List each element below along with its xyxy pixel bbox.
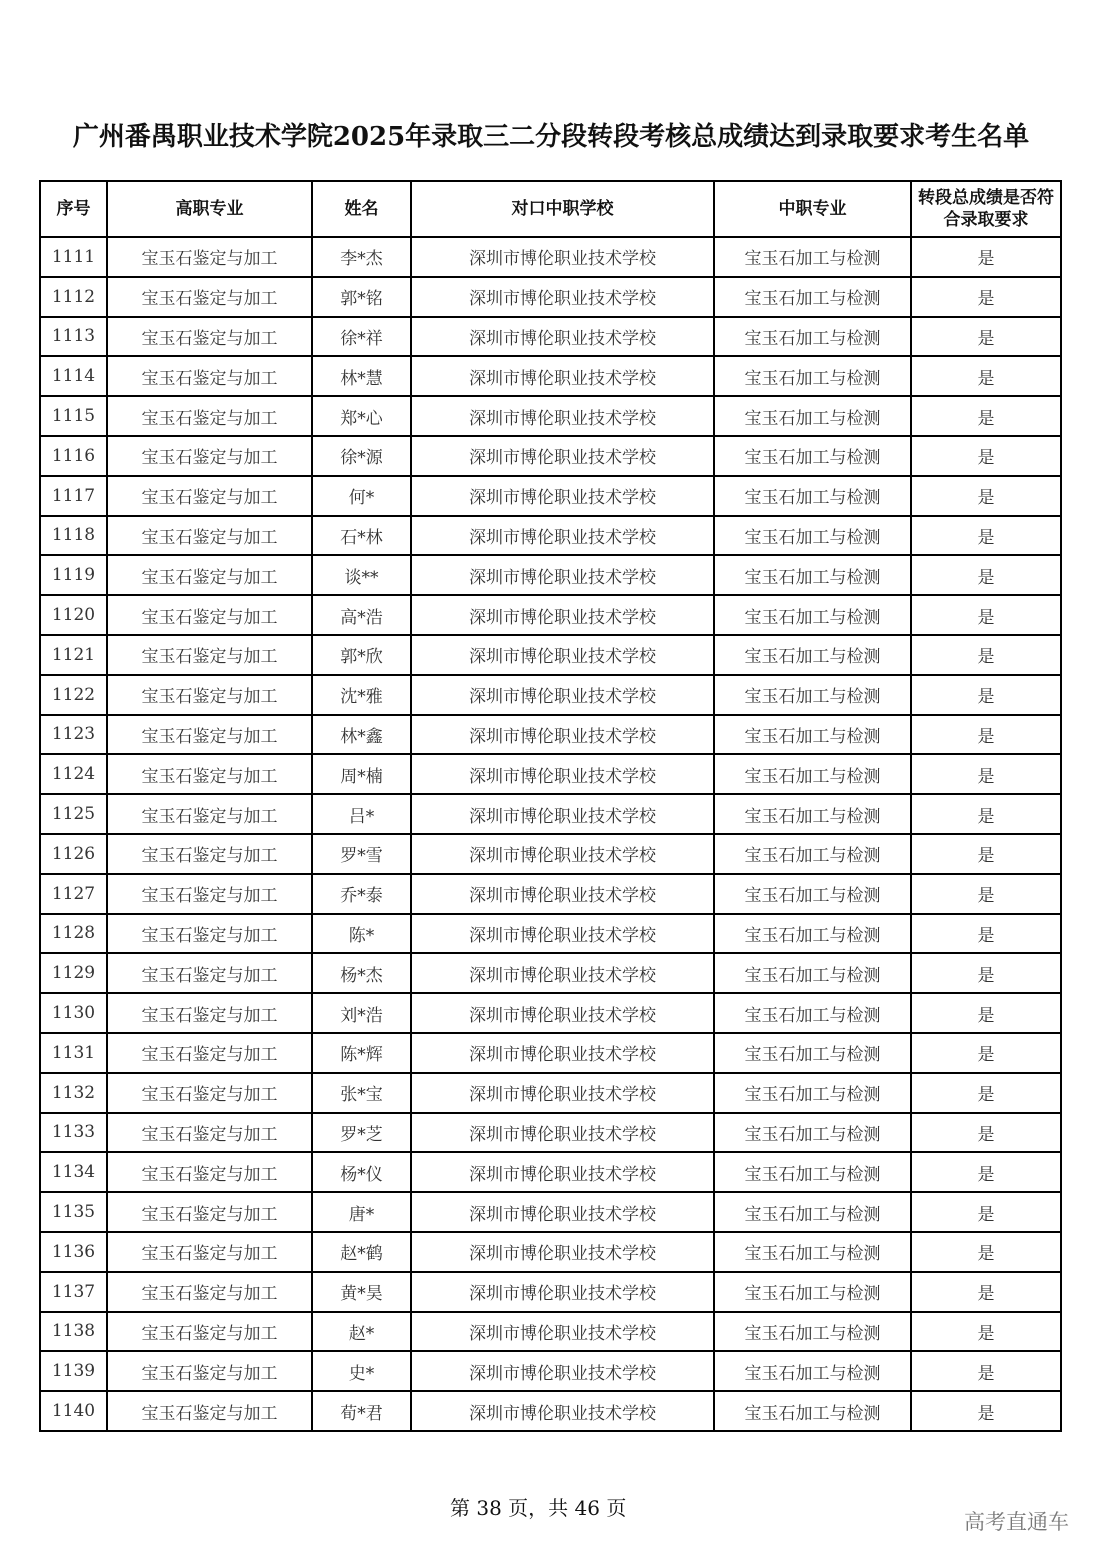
cell-college-major: 宝玉石鉴定与加工: [107, 1232, 312, 1272]
cell-name: 石*林: [312, 516, 411, 556]
header-name: 姓名: [312, 181, 411, 237]
cell-seq: 1114: [40, 356, 107, 396]
table-header-row: [40, 181, 1061, 237]
table-row: [40, 1351, 1061, 1391]
cell-qualified: 是: [911, 516, 1061, 556]
page-indicator: 第 38 页，共 46 页: [450, 1496, 627, 1520]
cell-school: 深圳市博伦职业技术学校: [411, 237, 714, 277]
cell-seq: 1115: [40, 396, 107, 436]
cell-qualified: 是: [911, 1033, 1061, 1073]
cell-college-major: 宝玉石鉴定与加工: [107, 1312, 312, 1352]
header-seq: 序号: [40, 181, 107, 237]
cell-school: 深圳市博伦职业技术学校: [411, 1033, 714, 1073]
table-row: [40, 277, 1061, 317]
cell-secondary-major: 宝玉石加工与检测: [714, 1232, 911, 1272]
table-row: [40, 1033, 1061, 1073]
cell-secondary-major: 宝玉石加工与检测: [714, 993, 911, 1033]
cell-secondary-major: 宝玉石加工与检测: [714, 635, 911, 675]
table-row: [40, 754, 1061, 794]
cell-name: 徐*源: [312, 436, 411, 476]
cell-school: 深圳市博伦职业技术学校: [411, 874, 714, 914]
header-college-major: 高职专业: [107, 181, 312, 237]
cell-college-major: 宝玉石鉴定与加工: [107, 237, 312, 277]
cell-qualified: 是: [911, 595, 1061, 635]
cell-college-major: 宝玉石鉴定与加工: [107, 356, 312, 396]
cell-college-major: 宝玉石鉴定与加工: [107, 1152, 312, 1192]
cell-secondary-major: 宝玉石加工与检测: [714, 874, 911, 914]
cell-school: 深圳市博伦职业技术学校: [411, 396, 714, 436]
table-body: [40, 237, 1061, 1431]
cell-secondary-major: 宝玉石加工与检测: [714, 1312, 911, 1352]
table-row: [40, 635, 1061, 675]
cell-college-major: 宝玉石鉴定与加工: [107, 277, 312, 317]
cell-college-major: 宝玉石鉴定与加工: [107, 754, 312, 794]
cell-school: 深圳市博伦职业技术学校: [411, 1152, 714, 1192]
cell-seq: 1138: [40, 1312, 107, 1352]
cell-seq: 1119: [40, 555, 107, 595]
cell-qualified: 是: [911, 675, 1061, 715]
header-secondary-major: 中职专业: [714, 181, 911, 237]
cell-secondary-major: 宝玉石加工与检测: [714, 516, 911, 556]
cell-school: 深圳市博伦职业技术学校: [411, 754, 714, 794]
cell-school: 深圳市博伦职业技术学校: [411, 794, 714, 834]
cell-seq: 1117: [40, 476, 107, 516]
cell-name: 赵*鹤: [312, 1232, 411, 1272]
cell-qualified: 是: [911, 1192, 1061, 1232]
cell-school: 深圳市博伦职业技术学校: [411, 1312, 714, 1352]
cell-qualified: 是: [911, 1312, 1061, 1352]
cell-seq: 1113: [40, 317, 107, 357]
cell-qualified: 是: [911, 396, 1061, 436]
cell-college-major: 宝玉石鉴定与加工: [107, 675, 312, 715]
cell-secondary-major: 宝玉石加工与检测: [714, 754, 911, 794]
cell-name: 林*鑫: [312, 715, 411, 755]
cell-qualified: 是: [911, 794, 1061, 834]
cell-seq: 1131: [40, 1033, 107, 1073]
cell-name: 杨*仪: [312, 1152, 411, 1192]
cell-school: 深圳市博伦职业技术学校: [411, 1232, 714, 1272]
cell-name: 杨*杰: [312, 953, 411, 993]
cell-name: 赵*: [312, 1312, 411, 1352]
cell-name: 唐*: [312, 1192, 411, 1232]
cell-seq: 1116: [40, 436, 107, 476]
cell-name: 罗*芝: [312, 1113, 411, 1153]
cell-college-major: 宝玉石鉴定与加工: [107, 317, 312, 357]
cell-college-major: 宝玉石鉴定与加工: [107, 993, 312, 1033]
cell-seq: 1127: [40, 874, 107, 914]
cell-school: 深圳市博伦职业技术学校: [411, 635, 714, 675]
cell-secondary-major: 宝玉石加工与检测: [714, 1272, 911, 1312]
cell-secondary-major: 宝玉石加工与检测: [714, 715, 911, 755]
admission-roster-table: [39, 180, 1062, 1432]
cell-secondary-major: 宝玉石加工与检测: [714, 277, 911, 317]
cell-seq: 1112: [40, 277, 107, 317]
cell-seq: 1111: [40, 237, 107, 277]
cell-college-major: 宝玉石鉴定与加工: [107, 1192, 312, 1232]
cell-secondary-major: 宝玉石加工与检测: [714, 953, 911, 993]
cell-name: 郑*心: [312, 396, 411, 436]
table-row: [40, 356, 1061, 396]
cell-name: 郭*铭: [312, 277, 411, 317]
cell-qualified: 是: [911, 953, 1061, 993]
cell-secondary-major: 宝玉石加工与检测: [714, 1033, 911, 1073]
table-row: [40, 834, 1061, 874]
cell-qualified: 是: [911, 436, 1061, 476]
table-row: [40, 993, 1061, 1033]
cell-secondary-major: 宝玉石加工与检测: [714, 1113, 911, 1153]
cell-qualified: 是: [911, 1391, 1061, 1431]
cell-qualified: 是: [911, 635, 1061, 675]
cell-name: 李*杰: [312, 237, 411, 277]
cell-school: 深圳市博伦职业技术学校: [411, 516, 714, 556]
cell-qualified: 是: [911, 1113, 1061, 1153]
cell-school: 深圳市博伦职业技术学校: [411, 436, 714, 476]
table-row: [40, 794, 1061, 834]
table-row: [40, 1192, 1061, 1232]
cell-name: 徐*祥: [312, 317, 411, 357]
cell-seq: 1128: [40, 914, 107, 954]
cell-name: 高*浩: [312, 595, 411, 635]
cell-name: 何*: [312, 476, 411, 516]
cell-name: 郭*欣: [312, 635, 411, 675]
cell-name: 黄*昊: [312, 1272, 411, 1312]
cell-school: 深圳市博伦职业技术学校: [411, 1192, 714, 1232]
cell-secondary-major: 宝玉石加工与检测: [714, 555, 911, 595]
cell-seq: 1137: [40, 1272, 107, 1312]
cell-school: 深圳市博伦职业技术学校: [411, 595, 714, 635]
cell-name: 沈*雅: [312, 675, 411, 715]
table-row: [40, 396, 1061, 436]
cell-seq: 1132: [40, 1073, 107, 1113]
cell-qualified: 是: [911, 277, 1061, 317]
table-row: [40, 237, 1061, 277]
cell-school: 深圳市博伦职业技术学校: [411, 555, 714, 595]
header-school: 对口中职学校: [411, 181, 714, 237]
cell-qualified: 是: [911, 715, 1061, 755]
cell-seq: 1121: [40, 635, 107, 675]
cell-seq: 1130: [40, 993, 107, 1033]
cell-qualified: 是: [911, 914, 1061, 954]
cell-school: 深圳市博伦职业技术学校: [411, 1073, 714, 1113]
cell-school: 深圳市博伦职业技术学校: [411, 993, 714, 1033]
cell-college-major: 宝玉石鉴定与加工: [107, 874, 312, 914]
cell-school: 深圳市博伦职业技术学校: [411, 317, 714, 357]
cell-secondary-major: 宝玉石加工与检测: [714, 595, 911, 635]
cell-college-major: 宝玉石鉴定与加工: [107, 516, 312, 556]
cell-school: 深圳市博伦职业技术学校: [411, 834, 714, 874]
cell-secondary-major: 宝玉石加工与检测: [714, 317, 911, 357]
cell-qualified: 是: [911, 874, 1061, 914]
cell-name: 陈*: [312, 914, 411, 954]
cell-qualified: 是: [911, 356, 1061, 396]
table-row: [40, 516, 1061, 556]
cell-name: 林*慧: [312, 356, 411, 396]
table-row: [40, 555, 1061, 595]
cell-college-major: 宝玉石鉴定与加工: [107, 953, 312, 993]
cell-name: 吕*: [312, 794, 411, 834]
cell-qualified: 是: [911, 1152, 1061, 1192]
table-row: [40, 715, 1061, 755]
cell-qualified: 是: [911, 1351, 1061, 1391]
table-row: [40, 1391, 1061, 1431]
document-title: 广州番禺职业技术学院2025年录取三二分段转段考核总成绩达到录取要求考生名单: [72, 122, 1030, 152]
cell-school: 深圳市博伦职业技术学校: [411, 1391, 714, 1431]
header-qualified: 转段总成绩是否符合录取要求: [911, 181, 1061, 237]
cell-qualified: 是: [911, 476, 1061, 516]
cell-secondary-major: 宝玉石加工与检测: [714, 396, 911, 436]
cell-college-major: 宝玉石鉴定与加工: [107, 1351, 312, 1391]
cell-college-major: 宝玉石鉴定与加工: [107, 1073, 312, 1113]
cell-name: 荀*君: [312, 1391, 411, 1431]
cell-college-major: 宝玉石鉴定与加工: [107, 595, 312, 635]
table-row: [40, 1272, 1061, 1312]
cell-name: 史*: [312, 1351, 411, 1391]
cell-school: 深圳市博伦职业技术学校: [411, 953, 714, 993]
table-row: [40, 476, 1061, 516]
table-row: [40, 675, 1061, 715]
cell-qualified: 是: [911, 834, 1061, 874]
cell-seq: 1118: [40, 516, 107, 556]
cell-seq: 1135: [40, 1192, 107, 1232]
cell-school: 深圳市博伦职业技术学校: [411, 476, 714, 516]
cell-seq: 1126: [40, 834, 107, 874]
table-row: [40, 317, 1061, 357]
cell-secondary-major: 宝玉石加工与检测: [714, 675, 911, 715]
cell-seq: 1123: [40, 715, 107, 755]
cell-college-major: 宝玉石鉴定与加工: [107, 834, 312, 874]
cell-college-major: 宝玉石鉴定与加工: [107, 555, 312, 595]
cell-college-major: 宝玉石鉴定与加工: [107, 1391, 312, 1431]
table-row: [40, 1113, 1061, 1153]
cell-college-major: 宝玉石鉴定与加工: [107, 914, 312, 954]
cell-name: 乔*泰: [312, 874, 411, 914]
table-row: [40, 436, 1061, 476]
cell-secondary-major: 宝玉石加工与检测: [714, 1152, 911, 1192]
cell-secondary-major: 宝玉石加工与检测: [714, 914, 911, 954]
cell-seq: 1133: [40, 1113, 107, 1153]
table-row: [40, 1073, 1061, 1113]
cell-qualified: 是: [911, 1272, 1061, 1312]
cell-secondary-major: 宝玉石加工与检测: [714, 1073, 911, 1113]
cell-seq: 1134: [40, 1152, 107, 1192]
cell-name: 周*楠: [312, 754, 411, 794]
cell-seq: 1125: [40, 794, 107, 834]
cell-secondary-major: 宝玉石加工与检测: [714, 356, 911, 396]
cell-name: 罗*雪: [312, 834, 411, 874]
cell-qualified: 是: [911, 317, 1061, 357]
cell-secondary-major: 宝玉石加工与检测: [714, 834, 911, 874]
cell-college-major: 宝玉石鉴定与加工: [107, 476, 312, 516]
cell-name: 谈**: [312, 555, 411, 595]
cell-school: 深圳市博伦职业技术学校: [411, 914, 714, 954]
cell-school: 深圳市博伦职业技术学校: [411, 356, 714, 396]
cell-secondary-major: 宝玉石加工与检测: [714, 794, 911, 834]
cell-college-major: 宝玉石鉴定与加工: [107, 715, 312, 755]
cell-seq: 1124: [40, 754, 107, 794]
cell-seq: 1122: [40, 675, 107, 715]
cell-name: 刘*浩: [312, 993, 411, 1033]
cell-qualified: 是: [911, 1232, 1061, 1272]
cell-qualified: 是: [911, 754, 1061, 794]
cell-secondary-major: 宝玉石加工与检测: [714, 237, 911, 277]
cell-secondary-major: 宝玉石加工与检测: [714, 476, 911, 516]
cell-seq: 1136: [40, 1232, 107, 1272]
table-row: [40, 1312, 1061, 1352]
table-row: [40, 914, 1061, 954]
cell-seq: 1139: [40, 1351, 107, 1391]
cell-name: 陈*辉: [312, 1033, 411, 1073]
cell-qualified: 是: [911, 555, 1061, 595]
cell-college-major: 宝玉石鉴定与加工: [107, 1272, 312, 1312]
cell-seq: 1129: [40, 953, 107, 993]
table-row: [40, 1232, 1061, 1272]
cell-seq: 1140: [40, 1391, 107, 1431]
table-row: [40, 595, 1061, 635]
cell-secondary-major: 宝玉石加工与检测: [714, 1192, 911, 1232]
cell-college-major: 宝玉石鉴定与加工: [107, 1113, 312, 1153]
cell-college-major: 宝玉石鉴定与加工: [107, 1033, 312, 1073]
cell-college-major: 宝玉石鉴定与加工: [107, 635, 312, 675]
cell-name: 张*宝: [312, 1073, 411, 1113]
cell-school: 深圳市博伦职业技术学校: [411, 1351, 714, 1391]
cell-school: 深圳市博伦职业技术学校: [411, 1272, 714, 1312]
cell-college-major: 宝玉石鉴定与加工: [107, 794, 312, 834]
cell-college-major: 宝玉石鉴定与加工: [107, 436, 312, 476]
cell-college-major: 宝玉石鉴定与加工: [107, 396, 312, 436]
watermark: 高考直通车: [964, 1510, 1069, 1534]
cell-school: 深圳市博伦职业技术学校: [411, 675, 714, 715]
cell-qualified: 是: [911, 1073, 1061, 1113]
table-row: [40, 1152, 1061, 1192]
cell-seq: 1120: [40, 595, 107, 635]
cell-qualified: 是: [911, 237, 1061, 277]
cell-secondary-major: 宝玉石加工与检测: [714, 1351, 911, 1391]
table-row: [40, 874, 1061, 914]
cell-school: 深圳市博伦职业技术学校: [411, 715, 714, 755]
cell-secondary-major: 宝玉石加工与检测: [714, 436, 911, 476]
cell-qualified: 是: [911, 993, 1061, 1033]
table-row: [40, 953, 1061, 993]
cell-school: 深圳市博伦职业技术学校: [411, 1113, 714, 1153]
cell-secondary-major: 宝玉石加工与检测: [714, 1391, 911, 1431]
cell-school: 深圳市博伦职业技术学校: [411, 277, 714, 317]
